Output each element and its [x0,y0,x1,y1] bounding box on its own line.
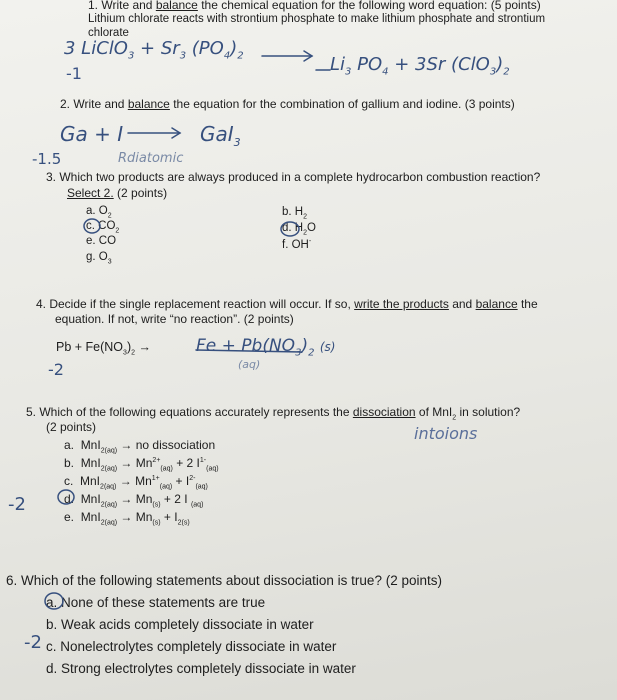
q5-option-b: b. $MnI_{2(aq)} \to Mn^{2+}_{(aq)} + 2$ $I^{1-}_{(aq)}$ [64,456,219,473]
q2-handwritten-product: GaI$_3$ [200,122,241,149]
question-1-line-2: Lithium chlorate reacts with strontium phosphate to make lithium phosphate and strontium [88,13,546,25]
q5-option-d: d. $MnI_{2(aq)} \to Mn_{(s)} + 2$ I $_{(aq)}$ [64,492,204,509]
question-4-line-1: 4. Decide if the single replacement reaction will occur. If so, write the products and balance the [36,297,538,311]
q1-handwritten-reactants: 3 LiClO$_3$ + $Sr_3$ $(PO_4)_2$ [64,38,244,62]
q4-handwritten-answer: $Fe + Pb(NO_3)_2$ (s) [196,336,336,359]
q5-option-c: c. $MnI_{2(aq)} \to Mn^{1+}_{(aq)} + I^{2-}_{(aq)}$ [64,474,208,491]
question-6: 6. Which of the following statements about dissociation is true? (2 points) [6,573,442,588]
q2-note: Rdiatomic [118,151,184,166]
q6-option-a: a. None of these statements are true [46,595,266,610]
q5-option-e: e. $MnI_{2(aq)} \to Mn_{(s)} + I_{2(s)}$ [64,510,190,527]
q3-option-e: e. CO [86,235,117,247]
question-3: 3. Which two products are always produced in a complete hydrocarbon combustion reaction? [46,170,541,184]
q3-option-c: c. $CO_2$ [86,220,120,235]
q2-handwritten-reactants: Ga + I [60,122,124,146]
q4-equation: $Pb + Fe(NO_3)_2$ → [56,340,152,357]
q5-circle-d [58,490,74,504]
q4-arrow: → [138,340,152,354]
q6-option-d: d. Strong electrolytes completely dissociate in water [46,661,356,676]
question-5-points: (2 points) [46,420,97,434]
q4-aq-note: (aq) [238,358,261,371]
q5-option-a: a. MnI$_{2(aq)}$ → no dissociation [64,438,216,455]
question-2: 2. Write and balance the equation for the combination of gallium and iodine. (3 points) [60,97,515,111]
question-3-select: Select 2. (2 points) [67,186,168,200]
q4-score: -2 [48,360,64,379]
q1-prefix: 1. [88,0,102,12]
q5-score: -2 [8,494,26,515]
q3-option-d: d. $H_2O$ [282,222,316,237]
question-5-line-1: 5. Which of the following equations accurately represents the dissociation of MnI$_2$ in solution? [26,405,521,422]
q3-circle-c [84,219,100,233]
q2-score: -1.5 [32,150,62,168]
q6-circle-a [45,593,63,609]
q3-option-b: b. $H_2$ [282,206,307,221]
q1-score: -1 [66,64,82,83]
q3-option-f: f. OH- [282,238,312,251]
question-1-line-1: 1. Write and balance the chemical equation for the following word equation: (5 points) [88,0,541,12]
q3-option-a: a. $O_2$ [86,205,112,220]
question-4-line-2: equation. If not, write “no reaction”. (2 points) [55,312,294,326]
q4-strikethrough [196,350,302,352]
q6-option-b: b. Weak acids completely dissociate in water [46,617,314,632]
question-1-line-3: chlorate [88,27,129,39]
q5-note: intoions [414,424,478,443]
q3-option-g: g. $O_3$ [86,251,112,266]
q6-score: -2 [24,632,42,653]
q1-handwritten-products: $Li_3$ $PO_4 + 3Sr$ $(ClO_3)_2$ [330,54,510,78]
q6-option-c: c. Nonelectrolytes completely dissociate in water [46,639,337,654]
q3-circle-d [281,222,299,236]
